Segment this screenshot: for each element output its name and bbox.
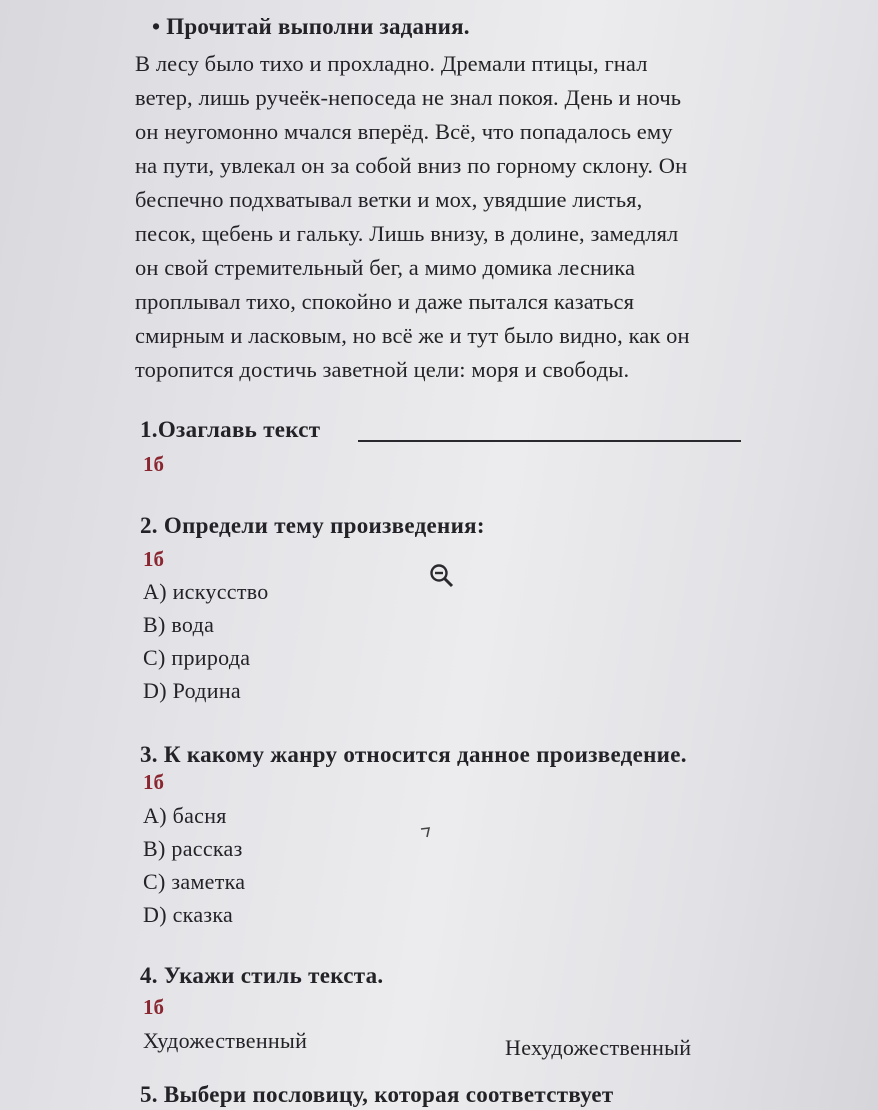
passage-line: беспечно подхватывал ветки и мох, увядшие листья, [135,187,643,212]
question-2-option-d: D) Родина [143,678,241,703]
passage-line: ветер, лишь ручеёк-непоседа не знал покоя. День и ночь [135,85,682,110]
question-4-option-nonliterary: Нехудожественный [505,1035,692,1060]
question-1-title: 1.Озаглавь текст [140,417,321,442]
passage-line: торопится достичь заветной цели: моря и свободы. [135,357,630,382]
passage-line: смирным и ласковым, но всё же и тут было видно, как он [135,323,690,348]
question-1-points: 1б [143,452,164,476]
question-2-option-a: A) искусство [143,579,269,604]
passage-line: на пути, увлекал он за собой вниз по горному склону. Он [135,153,688,178]
question-2-option-c: C) природа [143,645,251,670]
passage-line: В лесу было тихо и прохладно. Дремали птицы, гнал [135,51,648,76]
question-4-title: 4. Укажи стиль текста. [140,963,384,988]
question-3-option-b: B) рассказ [143,836,243,861]
question-2-points: 1б [143,547,164,571]
heading-text: Прочитай выполни задания. [166,14,470,39]
question-3-title: 3. К какому жанру относится данное произведение. [140,742,687,767]
passage-line: он неугомонно мчался вперёд. Всё, что попадалось ему [135,119,673,144]
question-4-option-literary: Художественный [143,1028,308,1053]
passage-line: песок, щебень и гальку. Лишь внизу, в долине, замедлял [135,221,679,246]
question-3-points: 1б [143,770,164,794]
question-3-option-c: C) заметка [143,869,246,894]
document-heading [152,14,470,40]
passage-line: проплывал тихо, спокойно и даже пытался казаться [135,289,635,314]
question-2-option-b: B) вода [143,612,215,637]
question-4-points: 1б [143,995,164,1019]
question-3-option-d: D) сказка [143,902,234,927]
heading-bullet: • [152,14,161,39]
zoom-out-icon[interactable] [428,562,456,590]
question-5-title: 5. Выбери пословицу, которая соответствует [140,1082,614,1107]
cursor-mark-icon [420,827,434,839]
title-answer-line [358,440,741,442]
question-3-option-a: A) басня [143,803,227,828]
passage-line: он свой стремительный бег, а мимо домика лесника [135,255,636,280]
question-2-title: 2. Определи тему произведения: [140,513,485,538]
